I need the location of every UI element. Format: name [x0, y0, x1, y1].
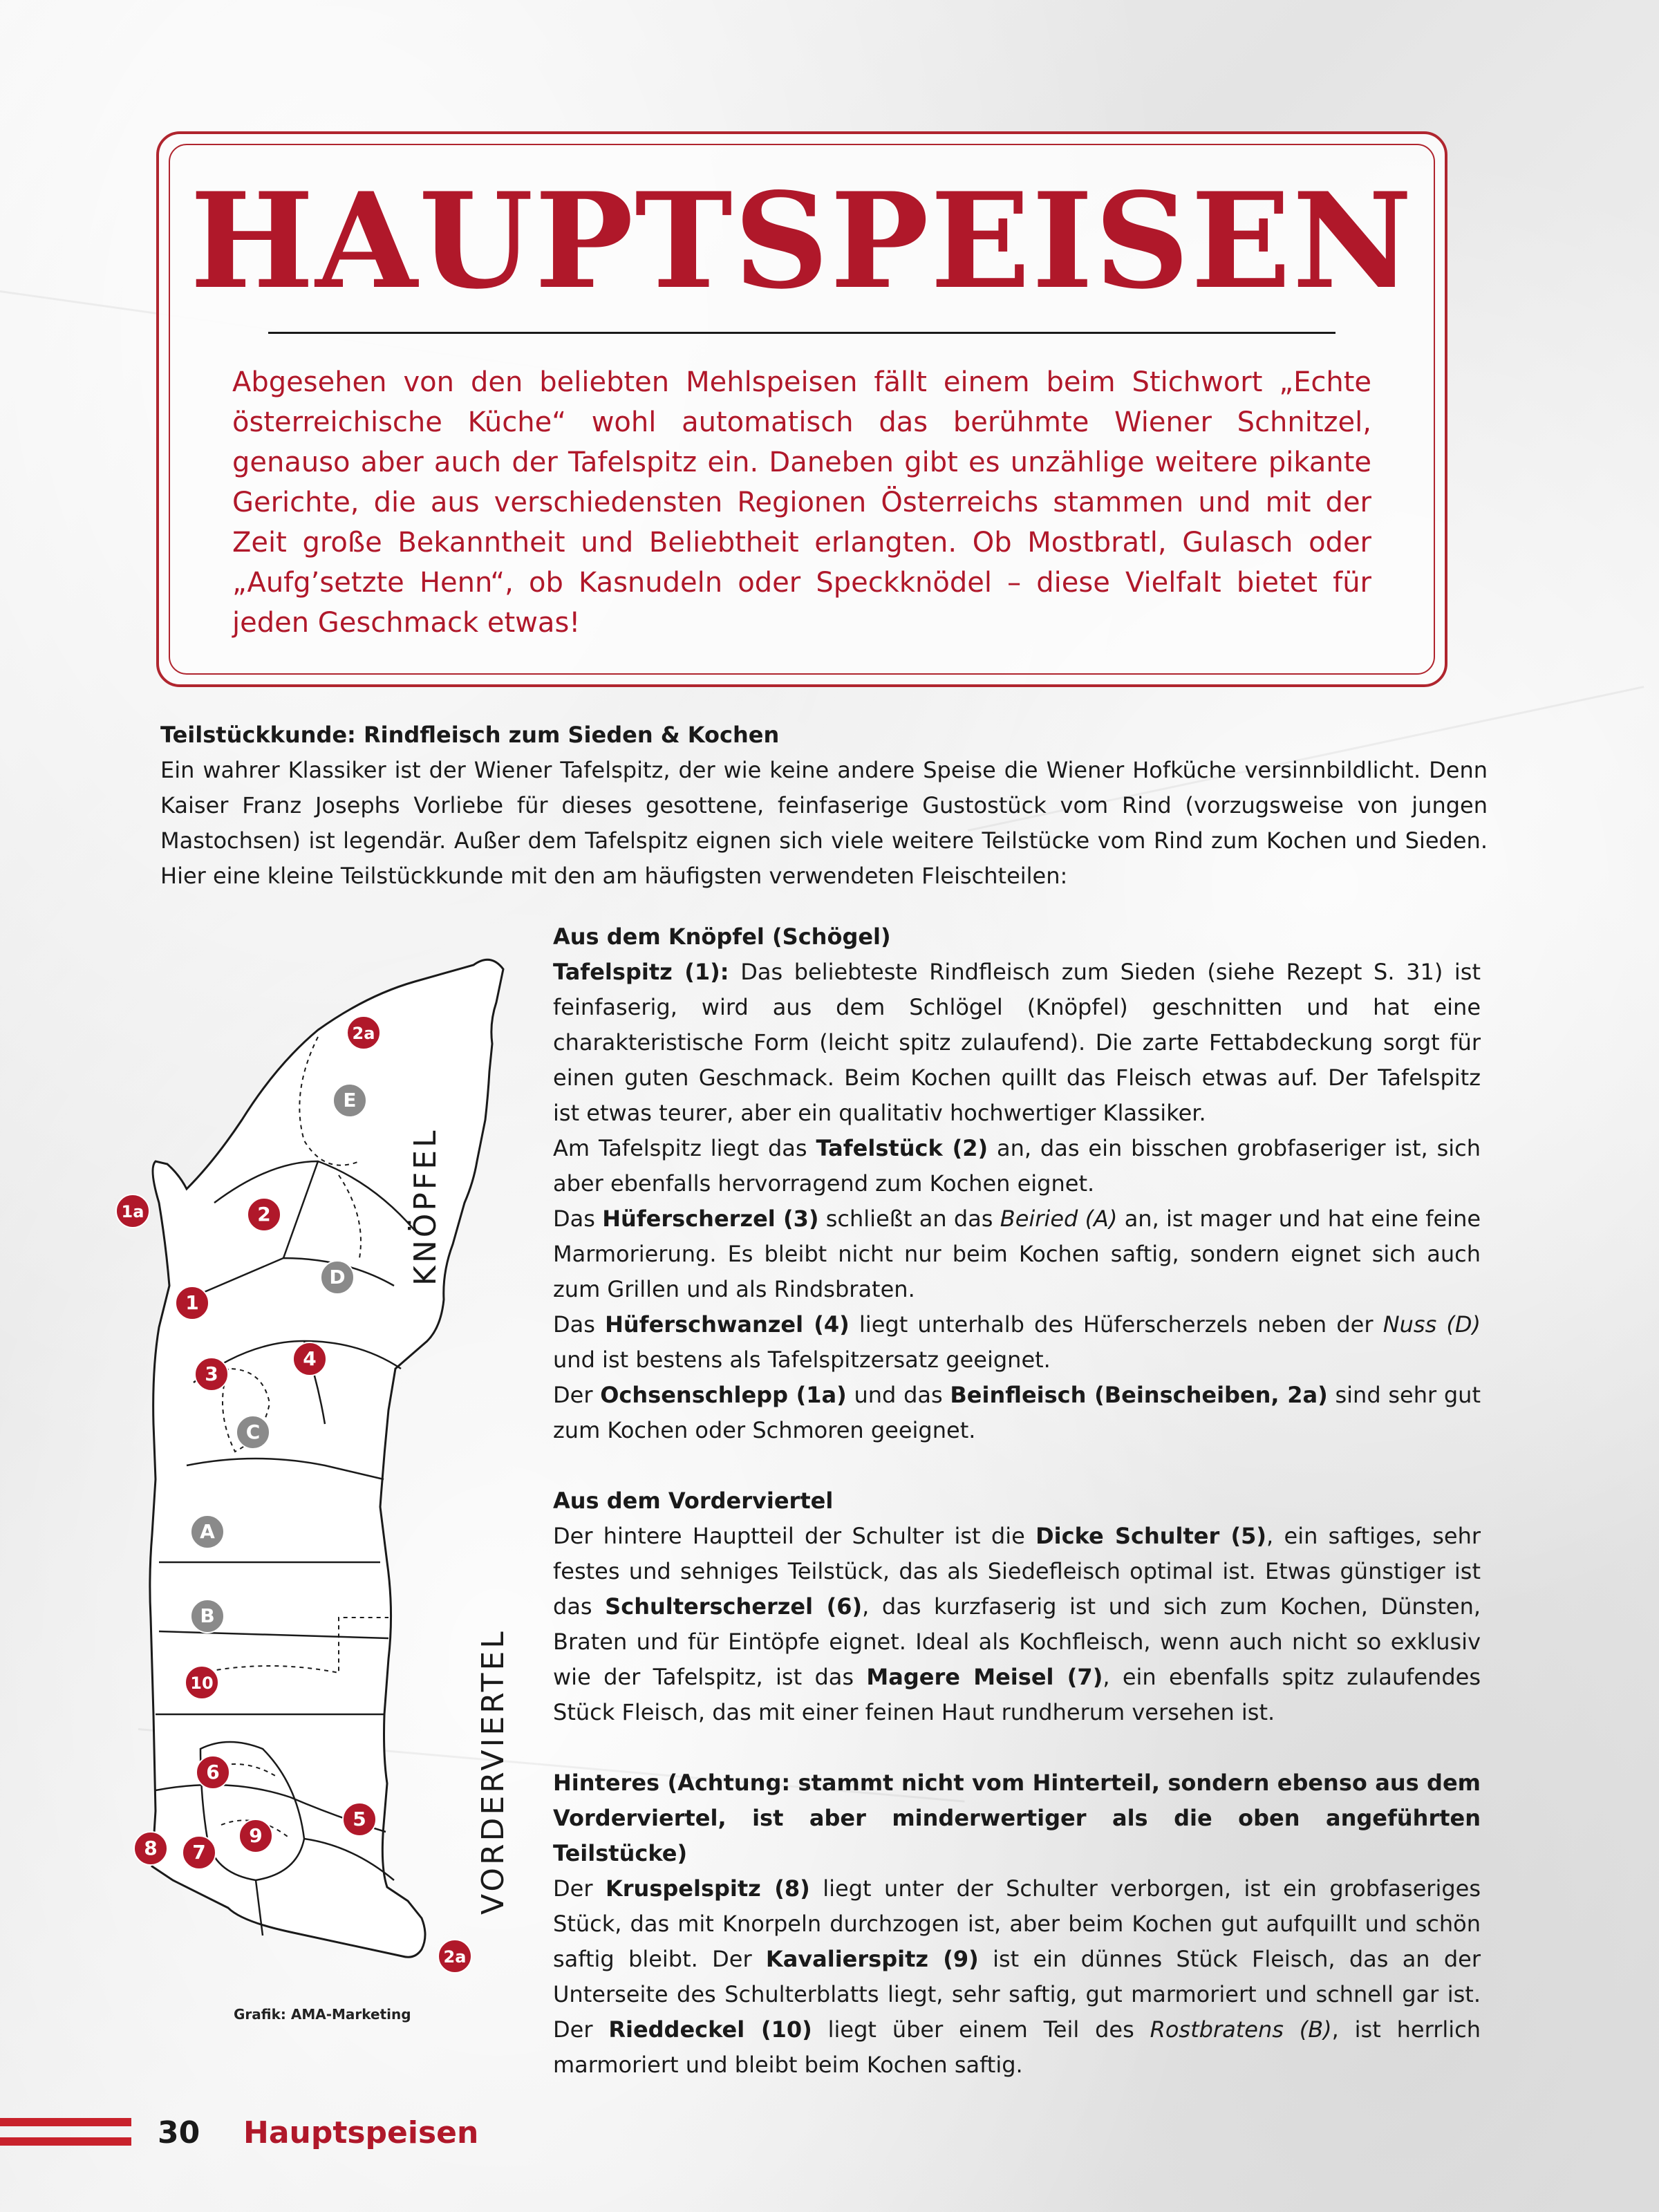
diagram-label-knoepfel: KNÖPFEL	[408, 1127, 443, 1286]
cut-marker-label: 7	[192, 1841, 206, 1864]
cut-marker-label: 2	[257, 1203, 271, 1226]
term-schulterscherzel: Schulterscherzel (6)	[605, 1593, 863, 1620]
text: Der hintere Hauptteil der Schulter ist die	[553, 1523, 1036, 1549]
cut-marker-label: E	[343, 1089, 357, 1112]
cut-marker-c	[236, 1416, 270, 1449]
cut-marker-2a	[438, 1940, 471, 1973]
diagram-label-vorderviertel: VORDERVIERTEL	[476, 1629, 511, 1915]
cut-marker-10	[185, 1666, 218, 1699]
cut-marker-3	[195, 1358, 228, 1391]
cut-marker-7	[182, 1836, 216, 1869]
term-tafelstueck: Tafelstück (2)	[816, 1135, 988, 1161]
text: , das kurzfaserig ist und sich zum Kochen, Dünsten, Braten und für Eintöpfe eignet. Ideal als Kochfleisch, wenn auch nicht so exklusiv wie der Tafelspitz, ist das	[553, 1593, 1481, 1690]
intro-box	[156, 131, 1447, 687]
cut-marker-4	[293, 1342, 326, 1376]
term-kruspelspitz: Kruspelspitz (8)	[605, 1875, 810, 1902]
term-beinfleisch: Beinfleisch (Beinscheiben, 2a)	[950, 1382, 1328, 1408]
title-divider	[268, 332, 1335, 334]
text: schließt an das	[818, 1206, 1000, 1232]
cuts-description	[553, 919, 1481, 2083]
paragraph-tafelstueck	[553, 1131, 1481, 1201]
text: und ist bestens als Tafelspitzersatz geeignet.	[553, 1347, 1051, 1373]
cut-marker-5	[343, 1803, 376, 1836]
cut-marker-6	[196, 1756, 229, 1789]
term-dicke-schulter: Dicke Schulter (5)	[1035, 1523, 1267, 1549]
cut-marker-label: 1	[185, 1291, 199, 1314]
cut-marker-label: 4	[303, 1347, 317, 1370]
cut-marker-label: 10	[190, 1674, 214, 1693]
cut-marker-d	[321, 1261, 354, 1294]
text: Am Tafelspitz liegt das	[553, 1135, 816, 1161]
cut-marker-label: 8	[144, 1837, 158, 1859]
cut-marker-label: C	[245, 1421, 261, 1443]
text: an, das ein bisschen grobfaseriger ist, sich aber ebenfalls hervorragend zum Kochen eignet.	[553, 1135, 1481, 1197]
term-hueferscherzel: Hüferscherzel (3)	[602, 1206, 819, 1232]
text: , ein ebenfalls spitz zulaufendes Stück Fleisch, das mit einer feinen Haut rundherum versehen ist.	[553, 1664, 1481, 1725]
term-magere-meisel: Magere Meisel (7)	[866, 1664, 1103, 1690]
cut-marker-label: 2a	[352, 1024, 375, 1043]
section-teilstueckkunde	[160, 718, 1488, 894]
section-paragraph: Ein wahrer Klassiker ist der Wiener Tafelspitz, der wie keine andere Speise die Wiener Hofküche versinnbildlicht. Denn Kaiser Franz Josephs Vorliebe für dieses gesottene, feinfaserige Gustostück vom Rind (vorzugsweise von jungen Mastochsen) ist legendär. Außer dem Tafelspitz eignen sich viele weitere Teilstücke vom Rind zum Kochen und Sieden. Hier eine kleine Teilstückkunde mit den am häufigsten verwendeten Fleischteilen:	[160, 757, 1488, 889]
text: Das beliebteste Rindfleisch zum Sieden (siehe Rezept S. 31) ist feinfaserig, wird aus dem Schlögel (Knöpfel) geschnitten und hat eine charakteristische Form (leicht spitz zulaufend). Die zarte Fettabdeckung sorgt für einen guten Geschmack. Beim Kochen quillt das Fleisch etwas auf. Der Tafelspitz ist etwas teurer, aber ein qualitativ hochwertiger Klassiker.	[553, 959, 1481, 1126]
spacer	[553, 1448, 1481, 1483]
text: und das	[846, 1382, 950, 1408]
text: liegt über einem Teil des	[812, 2016, 1150, 2043]
text: ist ein dünnes Stück Fleisch, das an der Unterseite des Schulterblatts liegt, sehr saftig, gut marmoriert und schnell gar ist. Der	[553, 1946, 1481, 2043]
cut-marker-label: B	[200, 1604, 215, 1627]
text: , ist herrlich marmoriert und bleibt beim Kochen saftig.	[553, 2016, 1481, 2078]
text: liegt unter der Schulter verborgen, ist ein grobfaseriges Stück, das mit Knorpeln durchzogen ist, aber beim Kochen gut aufquillt und schön saftig bleibt. Der	[553, 1875, 1481, 1972]
paragraph-hinteres	[553, 1871, 1481, 2083]
cut-marker-9	[239, 1819, 272, 1853]
term-tafelspitz: Tafelspitz (1):	[553, 959, 729, 985]
text: Das	[553, 1311, 606, 1338]
paragraph-hueferschwanzel	[553, 1307, 1481, 1378]
term-beiried: Beiried (A)	[1000, 1206, 1118, 1232]
paragraph-hueferscherzel	[553, 1201, 1481, 1307]
cut-marker-a	[191, 1515, 224, 1548]
page-number: 30	[158, 2115, 200, 2150]
cut-marker-2a	[347, 1016, 380, 1049]
cut-marker-e	[333, 1084, 366, 1117]
section-heading: Aus dem Vorderviertel	[553, 1488, 834, 1514]
text: Der	[553, 1382, 601, 1408]
paragraph-vorderviertel	[553, 1519, 1481, 1730]
footer-stripe	[0, 2137, 131, 2146]
cut-marker-2	[247, 1198, 281, 1231]
page-title: HAUPTSPEISEN	[189, 164, 1414, 318]
footer-flag-stripes	[0, 2118, 131, 2148]
cut-marker-label: 5	[353, 1808, 366, 1830]
section-heading: Hinteres (Achtung: stammt nicht vom Hinterteil, sondern ebenso aus dem Vorderviertel, ist aber minderwertiger als die oben angeführten Teilstücke)	[553, 1770, 1481, 1866]
paragraph-tafelspitz	[553, 955, 1481, 1131]
term-ochsenschlepp: Ochsenschlepp (1a)	[600, 1382, 847, 1408]
cut-marker-label: 2a	[443, 1947, 467, 1967]
cut-marker-b	[191, 1600, 224, 1633]
footer-stripe	[0, 2118, 131, 2126]
term-rostbraten: Rostbratens (B)	[1150, 2016, 1332, 2043]
graphic-credit: Grafik: AMA-Marketing	[234, 2006, 411, 2023]
text: Der	[553, 1875, 606, 1902]
intro-paragraph: Abgesehen von den beliebten Mehlspeisen fällt einem beim Stichwort „Echte österreichische Küche“ wohl automatisch das berühmte Wiener Schnitzel, genauso aber auch der Tafelspitz ein. Daneben gibt es unzählige weitere pikante Gerichte, die aus verschiedensten Regionen Österreichs stammen und mit der Zeit große Bekanntheit und Beliebtheit erlangten. Ob Mostbratl, Gulasch oder „Aufg’setzte Henn“, ob Kasnudeln oder Speckknödel – diese Vielfalt bietet für jeden Geschmack etwas!	[232, 366, 1371, 639]
text: an, ist mager und hat eine feine Marmorierung. Es bleibt nicht nur beim Kochen saftig, sondern eignet sich auch zum Grillen und als Rindsbraten.	[553, 1206, 1481, 1302]
section-heading: Aus dem Knöpfel (Schögel)	[553, 924, 891, 950]
text: sind sehr gut zum Kochen oder Schmoren geeignet.	[553, 1382, 1481, 1443]
section-heading: Teilstückkunde: Rindfleisch zum Sieden & Kochen	[160, 722, 780, 748]
text: , ein saftiges, sehr festes und sehniges Teilstück, das als Siedefleisch optimal ist. Etwas günstiger ist das	[553, 1523, 1481, 1620]
cut-marker-label: D	[329, 1266, 346, 1288]
cut-marker-label: A	[200, 1520, 215, 1543]
cut-marker-1	[176, 1286, 209, 1320]
cut-marker-label: 9	[249, 1824, 263, 1847]
term-hueferschwanzel: Hüferschwanzel (4)	[605, 1311, 850, 1338]
text: liegt unterhalb des Hüferscherzels neben der	[849, 1311, 1383, 1338]
cut-marker-label: 6	[206, 1761, 220, 1783]
footer-section-title: Hauptspeisen	[243, 2115, 479, 2150]
cut-marker-8	[134, 1832, 167, 1865]
term-kavalierspitz: Kavalierspitz (9)	[765, 1946, 979, 1972]
term-rieddeckel: Rieddeckel (10)	[608, 2016, 812, 2043]
cut-marker-label: 1a	[121, 1202, 144, 1221]
cut-marker-label: 3	[205, 1362, 218, 1385]
paragraph-ochsenschlepp	[553, 1378, 1481, 1448]
cut-marker-1a	[116, 1194, 149, 1228]
term-nuss: Nuss (D)	[1382, 1311, 1481, 1338]
beef-cuts-diagram	[104, 954, 532, 2032]
spacer	[553, 1730, 1481, 1765]
text: Das	[553, 1206, 603, 1232]
